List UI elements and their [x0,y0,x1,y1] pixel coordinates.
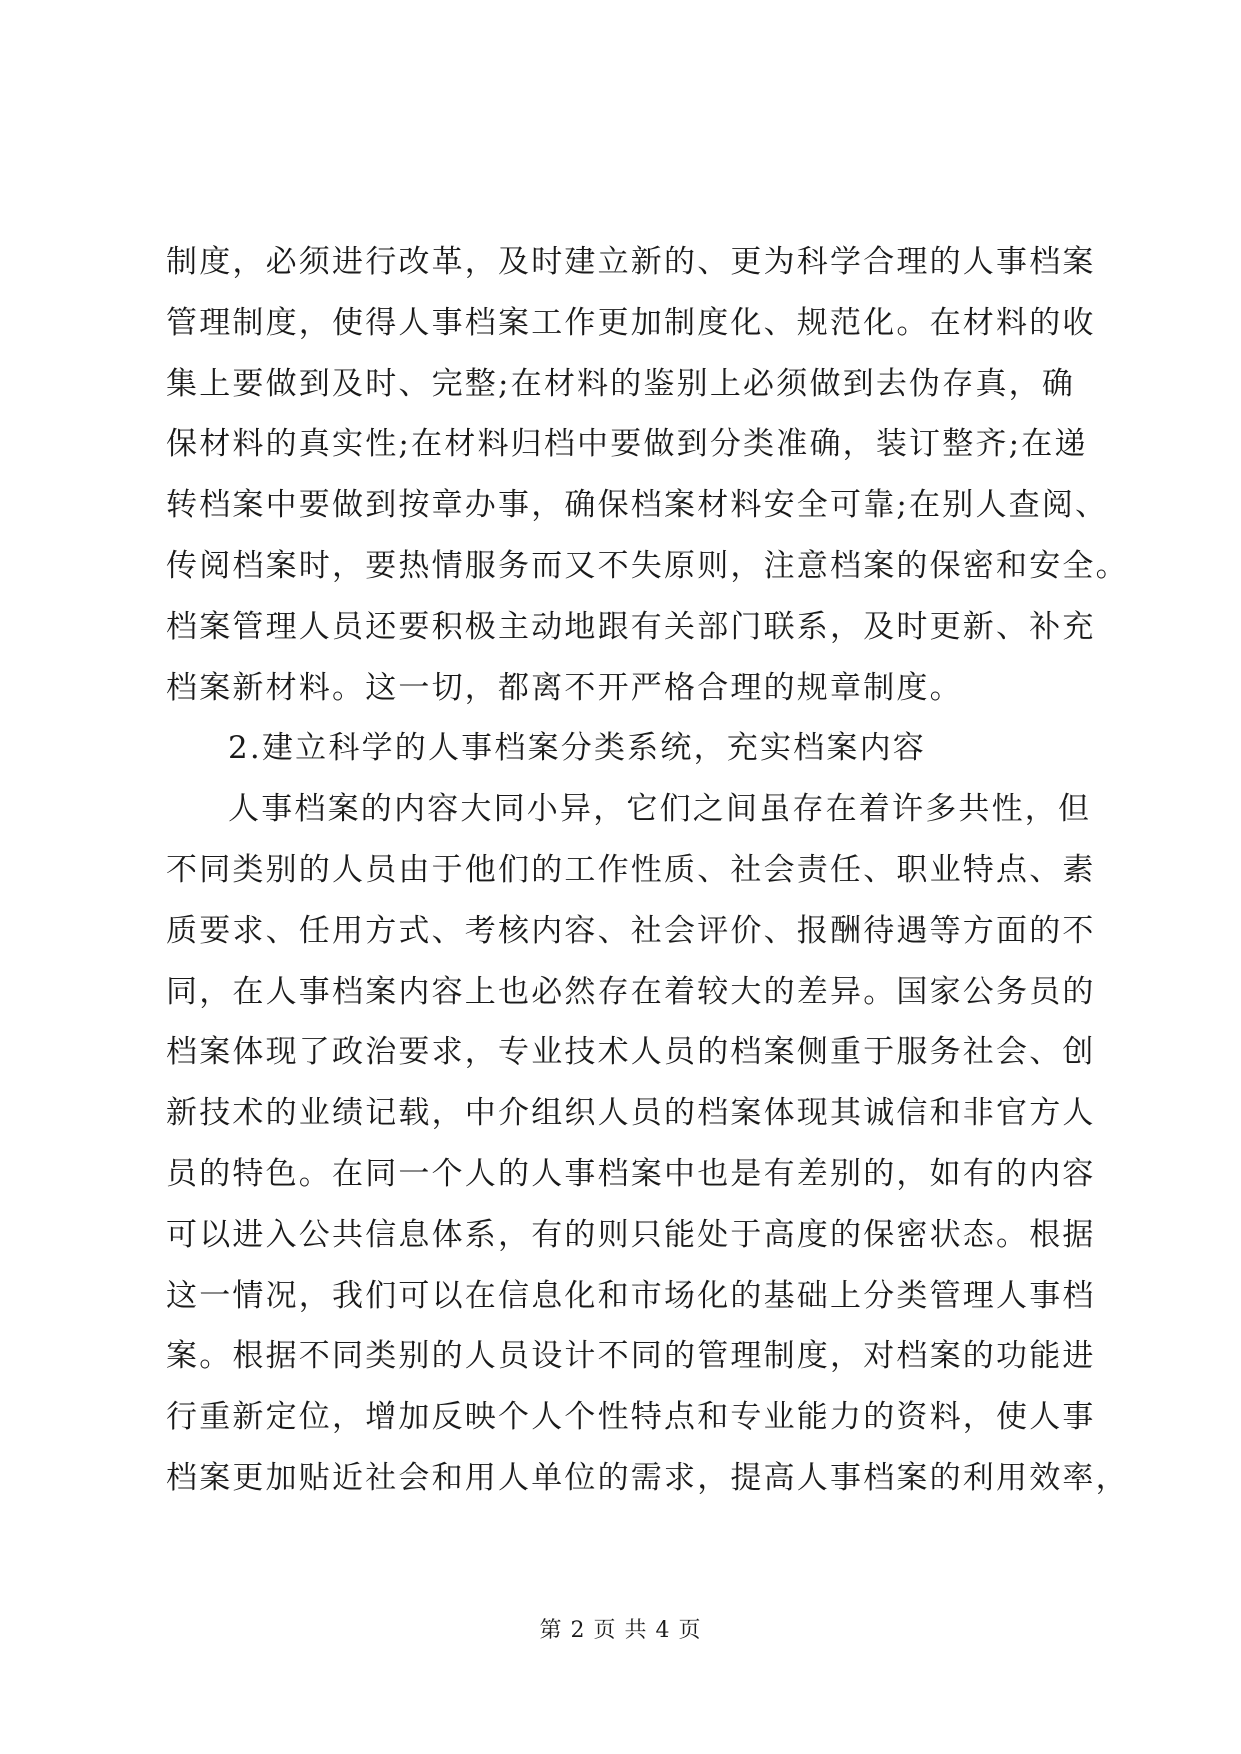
text-line: 档案新材料。这一切，都离不开严格合理的规章制度。 [166,669,963,706]
text-line: 集上要做到及时、完整;在材料的鉴别上必须做到去伪存真，确 [166,365,1076,402]
document-body [166,232,1129,1509]
text-line: 质要求、任用方式、考核内容、社会评价、报酬待遇等方面的不 [166,912,1096,949]
text-line: 转档案中要做到按章办事，确保档案材料安全可靠;在别人查阅、 [166,487,1109,524]
text-line: 传阅档案时，要热情服务而又不失原则，注意档案的保密和安全。 [166,547,1129,584]
page-number-footer: 第 2 页 共 4 页 [539,1618,702,1643]
text-line: 同，在人事档案内容上也必然存在着较大的差异。国家公务员的 [166,973,1096,1010]
text-line: 行重新定位，增加反映个人个性特点和专业能力的资料，使人事 [166,1399,1096,1436]
text-line: 管理制度，使得人事档案工作更加制度化、规范化。在材料的收 [166,304,1096,341]
text-line: 可以进入公共信息体系，有的则只能处于高度的保密状态。根据 [166,1216,1096,1253]
section-heading: 2.建立科学的人事档案分类系统，充实档案内容 [228,730,926,767]
text-line: 保材料的真实性;在材料归档中要做到分类准确，装订整齐;在递 [166,426,1088,463]
text-line: 不同类别的人员由于他们的工作性质、社会责任、职业特点、素 [166,851,1096,888]
text-line: 档案体现了政治要求，专业技术人员的档案侧重于服务社会、创 [166,1034,1096,1071]
text-line: 案。根据不同类别的人员设计不同的管理制度，对档案的功能进 [166,1338,1096,1375]
text-line: 员的特色。在同一个人的人事档案中也是有差别的，如有的内容 [166,1155,1096,1192]
paragraph-first-line: 人事档案的内容大同小异，它们之间虽存在着许多共性，但 [228,791,1092,828]
text-line: 制度，必须进行改革，及时建立新的、更为科学合理的人事档案 [166,244,1096,280]
text-line: 档案更加贴近社会和用人单位的需求，提高人事档案的利用效率， [166,1459,1129,1496]
text-line: 新技术的业绩记载，中介组织人员的档案体现其诚信和非官方人 [166,1095,1096,1132]
text-line: 这一情况，我们可以在信息化和市场化的基础上分类管理人事档 [166,1277,1096,1314]
text-line: 档案管理人员还要积极主动地跟有关部门联系，及时更新、补充 [166,608,1096,645]
